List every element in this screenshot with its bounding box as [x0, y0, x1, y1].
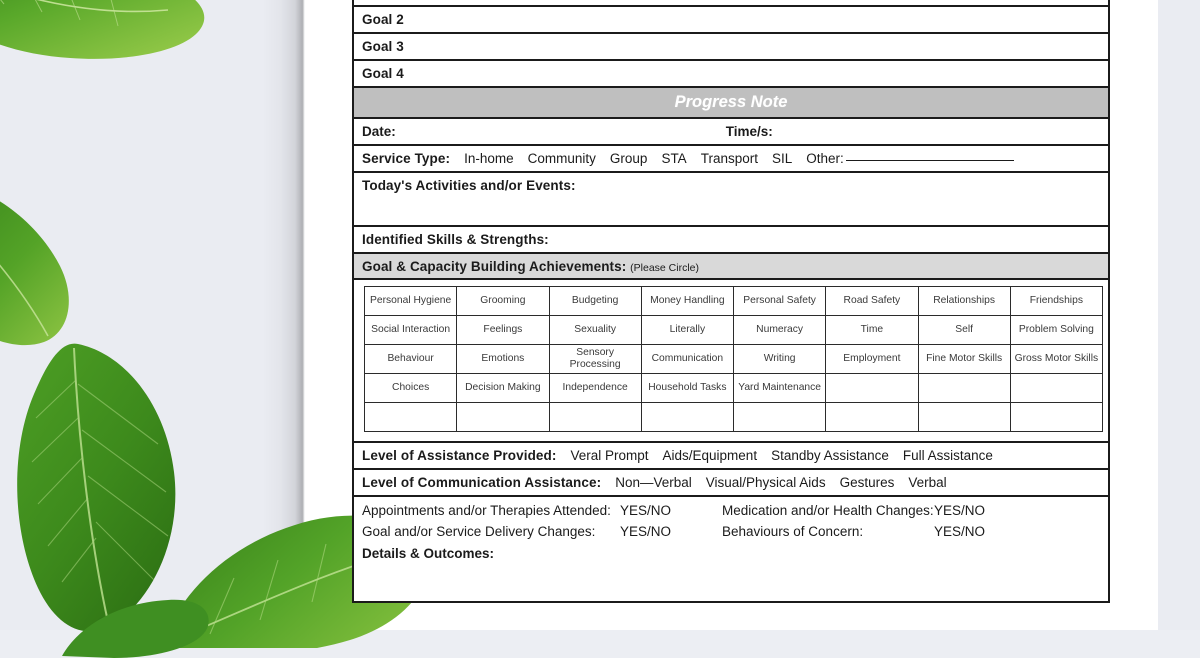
goal-row: [353, 6, 1109, 33]
skill-cell-empty: [826, 374, 918, 403]
goal-row: [353, 60, 1109, 87]
skill-cell-empty: [1010, 403, 1102, 432]
skills-grid-row: [365, 374, 1103, 403]
skill-cell[interactable]: Communication: [641, 345, 733, 374]
skill-cell[interactable]: Grooming: [457, 287, 549, 316]
skill-cell[interactable]: Gross Motor Skills: [1010, 345, 1102, 374]
service-option-group[interactable]: Group: [609, 151, 648, 166]
assistance-option-verbal-prompt[interactable]: Veral Prompt: [570, 448, 649, 463]
date-time-row: [353, 118, 1109, 145]
service-type-row: [353, 145, 1109, 172]
skill-cell-empty: [641, 403, 733, 432]
goal-3-label: Goal 3: [362, 39, 404, 54]
skill-cell[interactable]: Yard Maintenance: [734, 374, 826, 403]
progress-note-form: [352, 0, 1110, 603]
medication-question: [722, 503, 1108, 518]
appointments-answer[interactable]: YES/NO: [620, 503, 672, 518]
behaviours-label: Behaviours of Concern:: [722, 524, 864, 539]
service-option-in-home[interactable]: In-home: [464, 151, 514, 166]
skills-grid-row: [365, 316, 1103, 345]
identified-skills-label: Identified Skills & Strengths:: [362, 232, 549, 247]
skill-cell-empty: [734, 403, 826, 432]
skills-grid-row: [365, 287, 1103, 316]
behaviours-question: [722, 524, 1108, 539]
skill-cell[interactable]: Independence: [549, 374, 641, 403]
skill-cell-empty: [918, 403, 1010, 432]
skill-cell[interactable]: Social Interaction: [365, 316, 457, 345]
assistance-option-standby[interactable]: Standby Assistance: [771, 448, 889, 463]
achievements-note: (Please Circle): [630, 261, 699, 274]
skill-cell[interactable]: Sexuality: [549, 316, 641, 345]
skill-cell[interactable]: Employment: [826, 345, 918, 374]
activities-label: Today's Activities and/or Events:: [362, 178, 576, 193]
service-option-community[interactable]: Community: [527, 151, 596, 166]
skill-cell[interactable]: Problem Solving: [1010, 316, 1102, 345]
skill-cell[interactable]: Emotions: [457, 345, 549, 374]
communication-option-visual-physical-aids[interactable]: Visual/Physical Aids: [705, 475, 826, 490]
skill-cell[interactable]: Decision Making: [457, 374, 549, 403]
skill-cell[interactable]: Time: [826, 316, 918, 345]
service-option-sil[interactable]: SIL: [771, 151, 793, 166]
leaf-mid-left-icon: [0, 170, 94, 360]
skill-cell[interactable]: Personal Hygiene: [365, 287, 457, 316]
skill-cell[interactable]: Feelings: [457, 316, 549, 345]
skill-cell[interactable]: Road Safety: [826, 287, 918, 316]
goal-4-label: Goal 4: [362, 66, 404, 81]
skill-cell[interactable]: Budgeting: [549, 287, 641, 316]
skill-cell-empty: [1010, 374, 1102, 403]
progress-note-banner-row: [353, 87, 1109, 118]
service-option-transport[interactable]: Transport: [700, 151, 758, 166]
assistance-row: [353, 442, 1109, 469]
progress-note-title: Progress Note: [674, 93, 788, 111]
assistance-option-full[interactable]: Full Assistance: [902, 448, 993, 463]
skill-cell[interactable]: Relationships: [918, 287, 1010, 316]
communication-option-non-verbal[interactable]: Non—Verbal: [615, 475, 692, 490]
skills-strengths-row: [353, 226, 1109, 253]
appointments-question: [362, 503, 722, 518]
progress-note-document: [352, 0, 1112, 603]
skill-cell[interactable]: Personal Safety: [734, 287, 826, 316]
service-other-label: Other:: [806, 151, 844, 166]
communication-label: Level of Communication Assistance:: [362, 475, 602, 490]
skill-cell[interactable]: Money Handling: [641, 287, 733, 316]
skill-cell[interactable]: Self: [918, 316, 1010, 345]
activities-row: [353, 172, 1109, 226]
goal-row: [353, 33, 1109, 60]
date-label: Date:: [362, 124, 396, 139]
communication-assistance-row: [353, 469, 1109, 496]
skills-grid-row: [365, 403, 1103, 432]
skill-cell[interactable]: Household Tasks: [641, 374, 733, 403]
goal-2-label: Goal 2: [362, 12, 404, 27]
service-delivery-answer[interactable]: YES/NO: [620, 524, 672, 539]
communication-option-gestures[interactable]: Gestures: [839, 475, 895, 490]
behaviours-answer[interactable]: YES/NO: [934, 524, 986, 539]
skills-grid: [364, 286, 1103, 432]
skill-cell[interactable]: Behaviour: [365, 345, 457, 374]
skill-cell-empty: [365, 403, 457, 432]
skill-cell[interactable]: Choices: [365, 374, 457, 403]
communication-option-verbal[interactable]: Verbal: [908, 475, 947, 490]
skill-cell[interactable]: Literally: [641, 316, 733, 345]
appointments-label: Appointments and/or Therapies Attended:: [362, 503, 611, 518]
details-outcomes-label: Details & Outcomes:: [362, 546, 495, 561]
medication-label: Medication and/or Health Changes:: [722, 503, 934, 518]
skill-cell[interactable]: Sensory Processing: [549, 345, 641, 374]
achievements-grid-row: [353, 279, 1109, 442]
skill-cell-empty: [826, 403, 918, 432]
yes-no-section-row: [353, 496, 1109, 602]
skill-cell[interactable]: Fine Motor Skills: [918, 345, 1010, 374]
skill-cell-empty: [457, 403, 549, 432]
leaf-bottom-small-icon: [62, 598, 212, 658]
service-delivery-label: Goal and/or Service Delivery Changes:: [362, 524, 596, 539]
skill-cell[interactable]: Friendships: [1010, 287, 1102, 316]
assistance-option-aids-equipment[interactable]: Aids/Equipment: [662, 448, 758, 463]
skill-cell-empty: [918, 374, 1010, 403]
service-delivery-question: [362, 524, 722, 539]
service-type-label: Service Type:: [362, 151, 451, 166]
achievements-label: Goal & Capacity Building Achievements: [362, 258, 622, 274]
medication-answer[interactable]: YES/NO: [934, 503, 986, 518]
right-margin-backdrop: [1158, 0, 1200, 630]
skill-cell[interactable]: Numeracy: [734, 316, 826, 345]
skill-cell[interactable]: Writing: [734, 345, 826, 374]
leaf-top-left-icon: [0, 0, 220, 78]
time-label: Time/s:: [725, 124, 773, 139]
assistance-label: Level of Assistance Provided:: [362, 448, 557, 463]
skill-cell-empty: [549, 403, 641, 432]
achievements-header-row: Goal & Capacity Building Achievements: (Please Circle): [353, 253, 1109, 279]
service-other-input[interactable]: [846, 160, 1014, 161]
skills-grid-row: [365, 345, 1103, 374]
service-option-sta[interactable]: STA: [661, 151, 687, 166]
